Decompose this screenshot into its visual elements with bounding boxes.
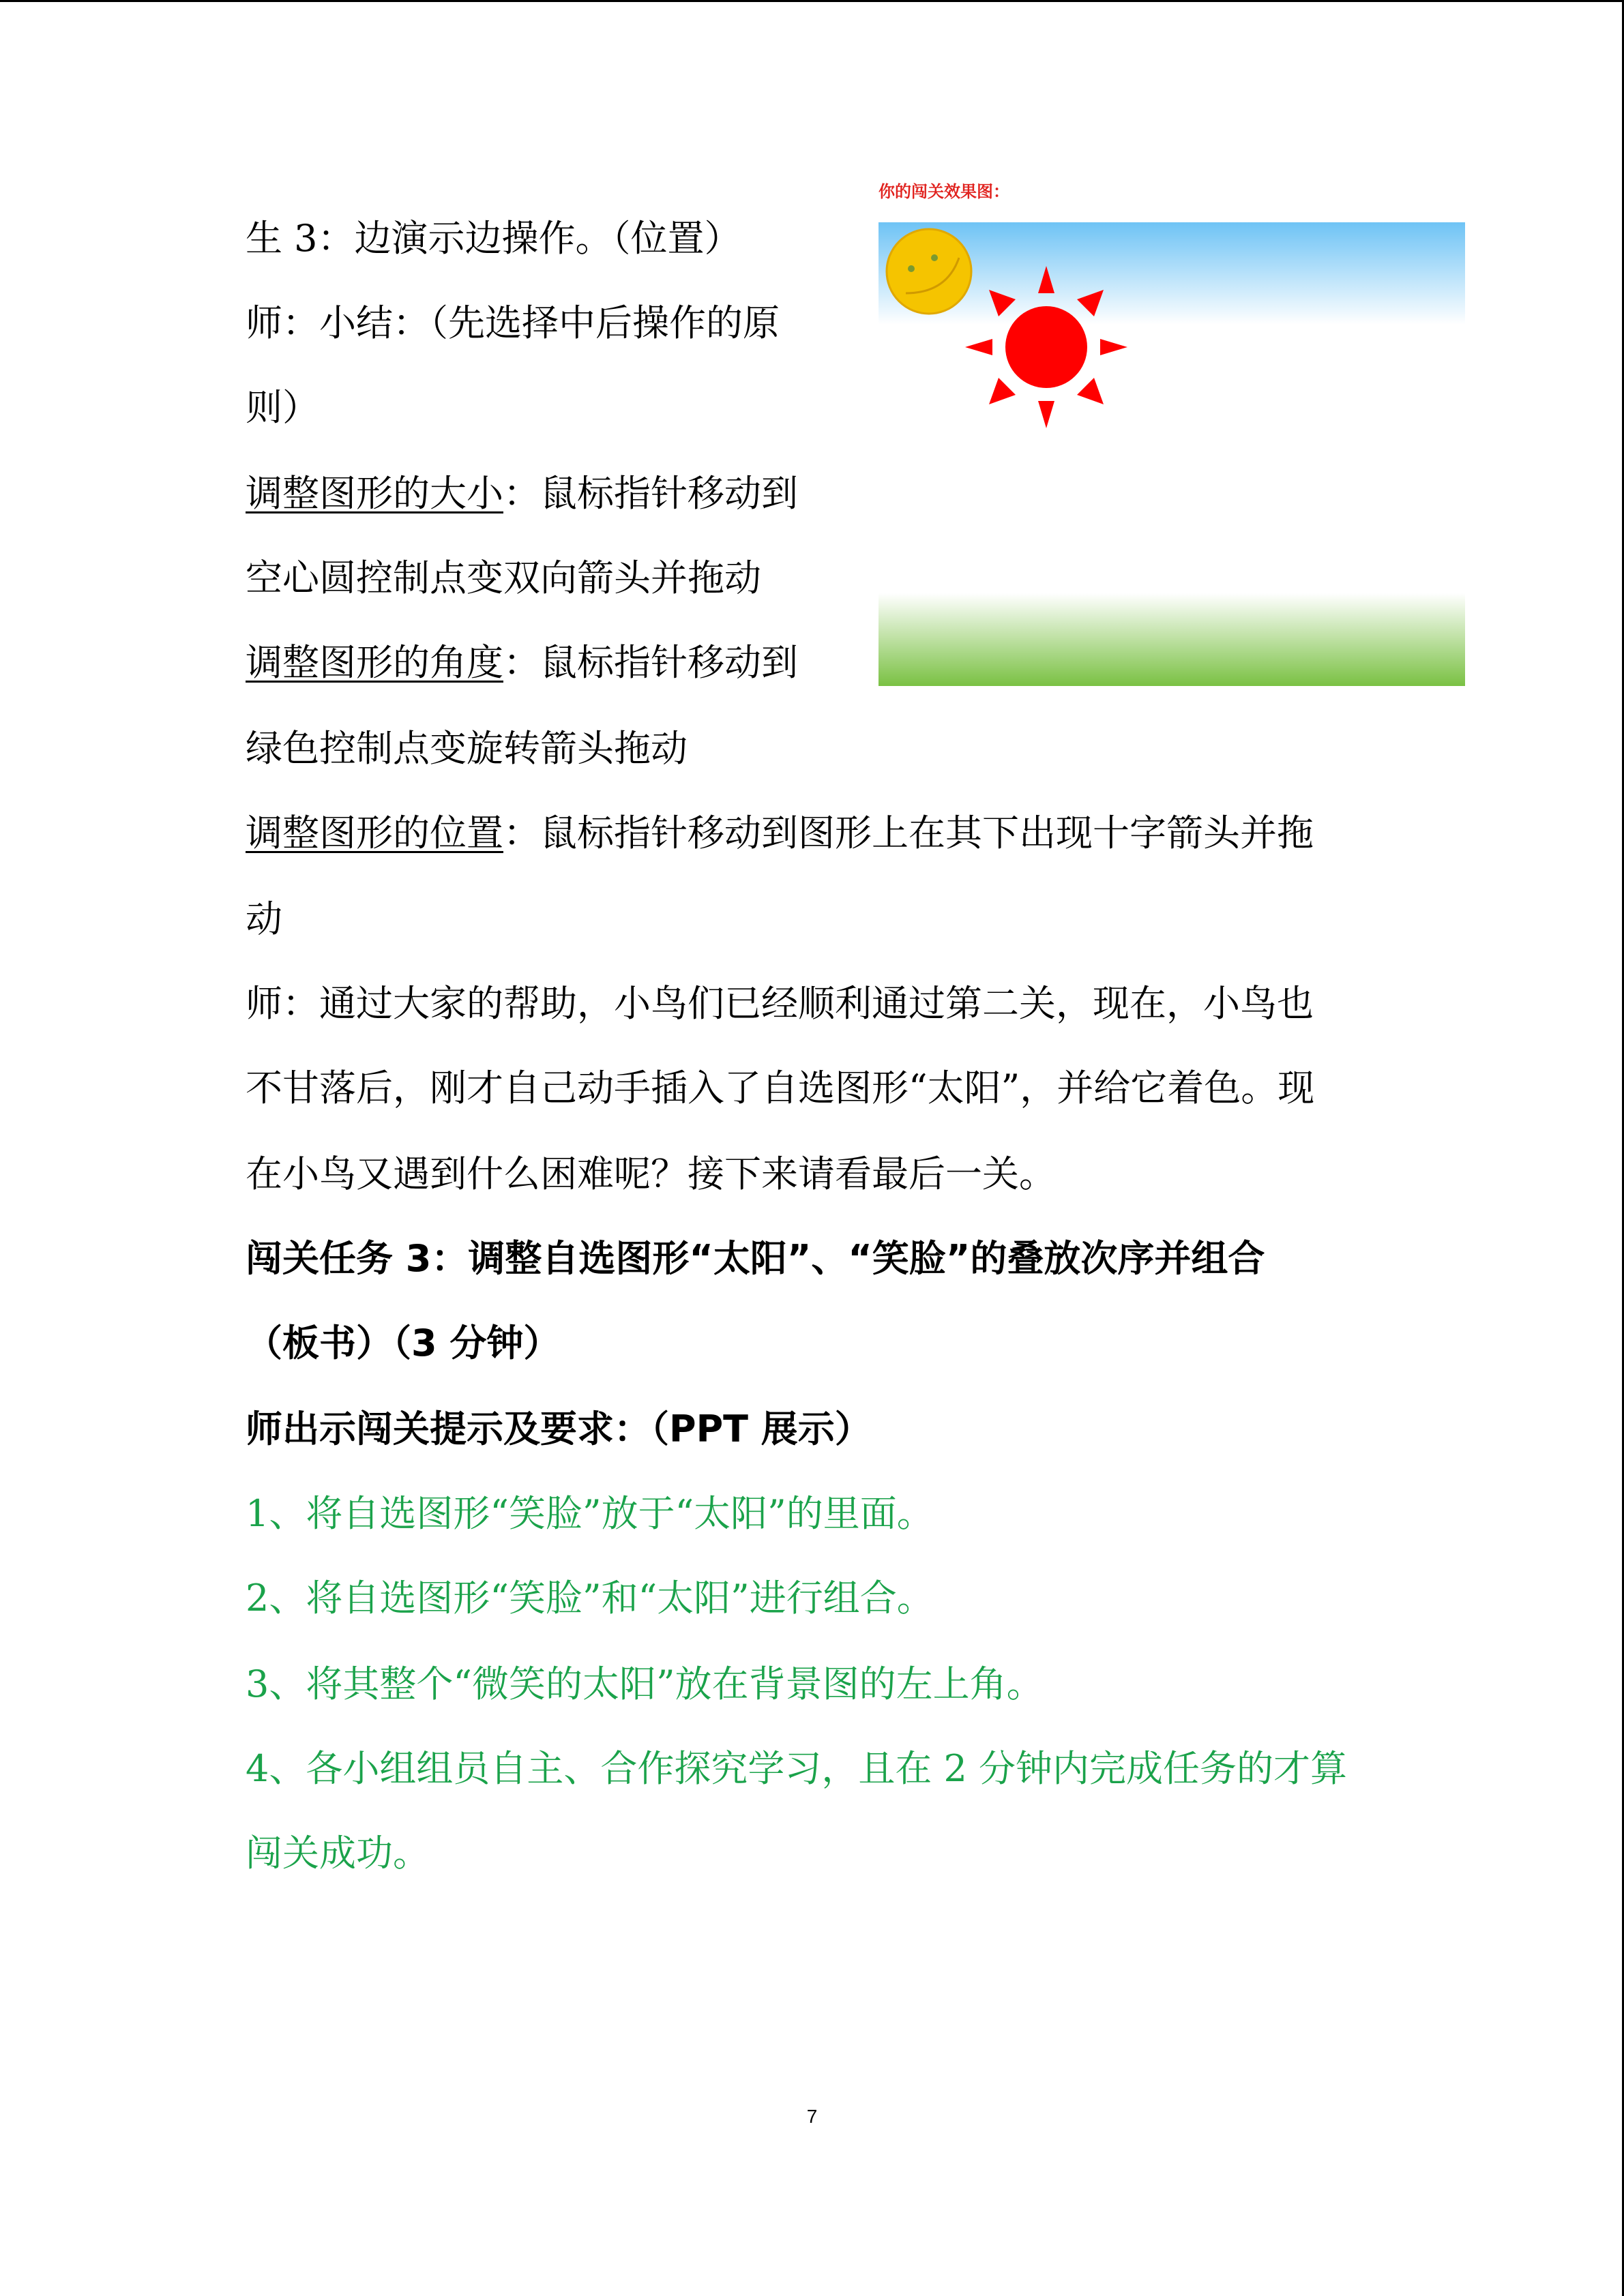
text-line-10: 师：通过大家的帮助，小鸟们已经顺利通过第二关，现在，小鸟也 <box>246 982 1314 1025</box>
grass-background <box>879 593 1465 686</box>
text-line-12: 在小鸟又遇到什么困难呢？接下来请看最后一关。 <box>246 1152 1056 1195</box>
requirement-4-cont: 闯关成功。 <box>246 1832 430 1875</box>
figure-caption: 你的闯关效果图： <box>879 182 1009 201</box>
text-line-3: 则） <box>246 386 319 429</box>
effect-figure <box>879 222 1465 686</box>
term-position: 调整图形的位置 <box>246 811 503 854</box>
text-line-5: 空心圆控制点变双向箭头并拖动 <box>246 556 761 599</box>
text-line-11: 不甘落后，刚才自己动手插入了自选图形“太阳”，并给它着色。现 <box>246 1067 1315 1109</box>
requirement-3: 3、将其整个“微笑的太阳”放在背景图的左上角。 <box>246 1663 1044 1705</box>
text-line-6 <box>246 638 798 687</box>
effect-illustration <box>879 222 1465 686</box>
text-line-6-rest: ：鼠标指针移动到 <box>503 641 798 684</box>
text-line-1: 生 3：边演示边操作。（位置） <box>246 217 741 260</box>
term-size: 调整图形的大小 <box>246 472 503 515</box>
requirements-heading: 师出示闯关提示及要求：（PPT 展示） <box>246 1407 872 1450</box>
text-line-8-rest: ：鼠标指针移动到图形上在其下出现十字箭头并拖 <box>503 811 1314 854</box>
smiley-face-icon <box>887 229 971 314</box>
text-line-8 <box>246 809 1314 858</box>
sun-icon <box>965 266 1127 428</box>
text-line-4-rest: ：鼠标指针移动到 <box>503 472 798 515</box>
requirement-2: 2、将自选图形“笑脸”和“太阳”进行组合。 <box>246 1577 934 1620</box>
text-line-2: 师：小结：（先选择中后操作的原 <box>246 301 780 344</box>
task-3-heading: 闯关任务 3：调整自选图形“太阳”、“笑脸”的叠放次序并组合 <box>246 1237 1265 1280</box>
term-angle: 调整图形的角度 <box>246 641 503 684</box>
task-3-subheading: （板书）（3 分钟） <box>246 1322 561 1365</box>
text-line-4 <box>246 469 798 518</box>
text-line-7: 绿色控制点变旋转箭头拖动 <box>246 727 688 770</box>
requirement-1: 1、将自选图形“笑脸”放于“太阳”的里面。 <box>246 1492 934 1535</box>
requirement-4: 4、各小组组员自主、合作探究学习，且在 2 分钟内完成任务的才算 <box>246 1747 1348 1790</box>
page-number: 7 <box>806 2106 818 2127</box>
text-line-9: 动 <box>246 897 282 940</box>
